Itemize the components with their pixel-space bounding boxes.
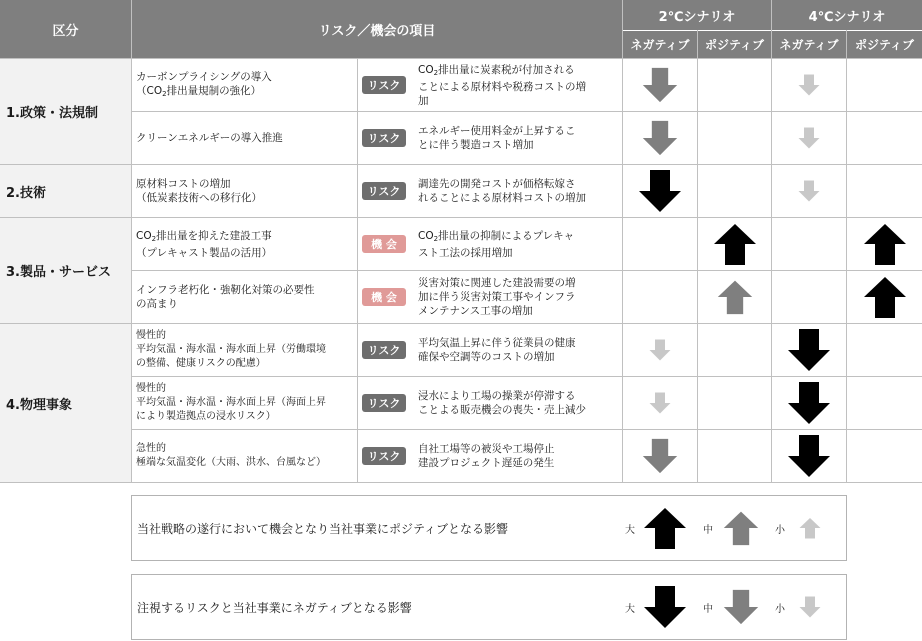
arrow-down-large-icon bbox=[787, 328, 831, 372]
row-item-line: （プレキャスト製品の活用） bbox=[136, 246, 273, 259]
arrow-up-medium-icon bbox=[723, 510, 759, 546]
arrow-down-medium-icon bbox=[642, 120, 678, 156]
badge-cell bbox=[358, 430, 410, 482]
legend-negative-text: 注視するリスクと当社事業にネガティブとなる影響 bbox=[137, 600, 412, 615]
impact-cell bbox=[623, 324, 697, 376]
row-desc-line: $CO_2$排出量に炭素税が付加される bbox=[418, 63, 575, 77]
legend-small-label: 小 bbox=[775, 603, 785, 615]
category-policy: 1.政策・法規制 bbox=[0, 59, 131, 164]
badge-cell bbox=[358, 324, 410, 376]
arrow-up-small-icon bbox=[799, 517, 821, 539]
row-desc-line: メンテナンス工事の増加 bbox=[418, 305, 533, 317]
row-item-line: により製造拠点の浸水リスク） bbox=[136, 411, 276, 422]
legend-medium-label: 中 bbox=[703, 524, 713, 536]
opportunity-badge: 機 会 bbox=[362, 288, 406, 306]
row-item-line: （$CO_2$排出量規制の強化） bbox=[136, 84, 262, 98]
arrow-up-medium-icon bbox=[717, 279, 753, 315]
row-item-line: 慢性的 bbox=[136, 383, 166, 394]
arrow-up-large-icon bbox=[713, 222, 757, 266]
row-desc-line: 平均気温上昇に伴う従業員の健康 bbox=[418, 337, 576, 349]
row-description bbox=[414, 271, 622, 323]
header-category: 区分 bbox=[0, 0, 131, 58]
badge-cell bbox=[358, 59, 410, 111]
impact-cell bbox=[623, 59, 697, 111]
impact-cell bbox=[772, 324, 846, 376]
impact-cell bbox=[698, 218, 771, 270]
row-item-line: の高まり bbox=[136, 298, 178, 310]
header-2c-positive: ポジティブ bbox=[698, 31, 771, 58]
row-desc-line: $CO_2$排出量の抑制によるプレキャ bbox=[418, 229, 575, 243]
legend-down-small bbox=[794, 593, 826, 621]
header-scenario-4c: 4℃シナリオ bbox=[772, 0, 922, 30]
impact-cell bbox=[623, 112, 697, 164]
row-item-line: 急性的 bbox=[136, 443, 166, 454]
badge-cell bbox=[358, 112, 410, 164]
row-item-line: の整備、健康リスクの配慮） bbox=[136, 358, 266, 369]
impact-cell bbox=[772, 59, 846, 111]
row-item bbox=[132, 377, 357, 429]
arrow-down-small-icon bbox=[649, 339, 671, 361]
badge-cell bbox=[358, 165, 410, 217]
arrow-down-medium-icon bbox=[642, 438, 678, 474]
legend-up-small bbox=[794, 514, 826, 542]
arrow-down-large-icon bbox=[787, 381, 831, 425]
risk-badge: リスク bbox=[362, 447, 406, 465]
category-technology: 2.技術 bbox=[0, 165, 131, 217]
arrow-up-large-icon bbox=[863, 275, 907, 319]
legend-down-medium bbox=[720, 587, 762, 627]
row-desc-line: 加 bbox=[418, 94, 429, 107]
category-products-services: 3.製品・サービス bbox=[0, 218, 131, 323]
arrow-down-small-icon bbox=[798, 180, 820, 202]
header-4c-positive: ポジティブ bbox=[847, 31, 922, 58]
row-item bbox=[132, 59, 357, 111]
arrow-down-medium-icon bbox=[642, 67, 678, 103]
arrow-up-large-icon bbox=[643, 506, 687, 550]
row-item bbox=[132, 165, 357, 217]
arrow-down-small-icon bbox=[799, 596, 821, 618]
row-item-line: 慢性的 bbox=[136, 330, 166, 341]
row-item bbox=[132, 324, 357, 376]
impact-cell bbox=[623, 430, 697, 482]
arrow-down-medium-icon bbox=[723, 589, 759, 625]
legend-medium-label: 中 bbox=[703, 603, 713, 615]
row-desc-line: 災害対策に関連した建設需要の増 bbox=[418, 277, 576, 289]
row-desc-line: ことによる原材料や税務コストの増 bbox=[418, 80, 586, 93]
row-item-line: $CO_2$排出量を抑えた建設工事 bbox=[136, 229, 272, 243]
row-desc-line: スト工法の採用増加 bbox=[418, 246, 513, 259]
arrow-down-small-icon bbox=[798, 127, 820, 149]
legend-up-large bbox=[642, 505, 688, 551]
impact-cell bbox=[698, 271, 771, 323]
row-item-line: 平均気温・海水温・海水面上昇（労働環境 bbox=[136, 344, 326, 355]
row-description bbox=[414, 112, 622, 164]
legend-down-large bbox=[642, 584, 688, 630]
impact-cell bbox=[847, 271, 922, 323]
impact-cell bbox=[772, 112, 846, 164]
badge-cell bbox=[358, 377, 410, 429]
badge-cell bbox=[358, 218, 410, 270]
category-physical: 4.物理事象 bbox=[0, 324, 131, 482]
row-desc-line: 浸水により工場の操業が停滞する bbox=[418, 390, 576, 402]
row-description bbox=[414, 377, 622, 429]
row-desc-line: エネルギー使用料金が上昇するこ bbox=[418, 125, 576, 137]
row-description bbox=[414, 165, 622, 217]
legend-up-medium bbox=[720, 508, 762, 548]
row-item-line: 極端な気温変化（大雨、洪水、台風など） bbox=[136, 457, 326, 468]
impact-cell bbox=[772, 165, 846, 217]
header-items: リスク／機会の項目 bbox=[132, 0, 622, 58]
badge-cell bbox=[358, 271, 410, 323]
row-desc-line: ことよる販売機会の喪失・売上減少 bbox=[418, 404, 586, 416]
row-item bbox=[132, 112, 357, 164]
row-item-line: 原材料コストの増加 bbox=[136, 178, 231, 190]
arrow-up-large-icon bbox=[863, 222, 907, 266]
risk-badge: リスク bbox=[362, 182, 406, 200]
risk-badge: リスク bbox=[362, 394, 406, 412]
row-item-line: 平均気温・海水温・海水面上昇（海面上昇 bbox=[136, 397, 326, 408]
row-item-line: カーボンプライシングの導入 bbox=[136, 70, 272, 83]
row-description bbox=[414, 430, 622, 482]
header-2c-negative: ネガティブ bbox=[623, 31, 697, 58]
arrow-down-small-icon bbox=[649, 392, 671, 414]
impact-cell bbox=[772, 430, 846, 482]
row-description bbox=[414, 59, 622, 111]
row-desc-line: 確保や空調等のコストの増加 bbox=[418, 351, 555, 363]
legend-positive-text: 当社戦略の遂行において機会となり当社事業にポジティブとなる影響 bbox=[137, 521, 509, 536]
risk-badge: リスク bbox=[362, 129, 406, 147]
risk-badge: リスク bbox=[362, 341, 406, 359]
row-item bbox=[132, 218, 357, 270]
row-desc-line: 調達先の開発コストが価格転嫁さ bbox=[418, 178, 576, 190]
row-item-line: クリーンエネルギーの導入推進 bbox=[136, 132, 283, 144]
risk-badge: リスク bbox=[362, 76, 406, 94]
impact-cell bbox=[847, 218, 922, 270]
arrow-down-large-icon bbox=[638, 169, 682, 213]
row-desc-line: 建設プロジェクト遅延の発生 bbox=[418, 457, 555, 469]
row-item bbox=[132, 430, 357, 482]
row-item-line: インフラ老朽化・強靭化対策の必要性 bbox=[136, 284, 315, 296]
row-desc-line: 加に伴う災害対策工事やインフラ bbox=[418, 291, 576, 303]
row-description bbox=[414, 324, 622, 376]
legend-large-label: 大 bbox=[625, 603, 635, 615]
legend-small-label: 小 bbox=[775, 524, 785, 536]
row-item bbox=[132, 271, 357, 323]
row-item-line: （低炭素技術への移行化） bbox=[136, 192, 262, 204]
header-4c-negative: ネガティブ bbox=[772, 31, 846, 58]
arrow-down-large-icon bbox=[787, 434, 831, 478]
legend-large-label: 大 bbox=[625, 524, 635, 536]
arrow-down-small-icon bbox=[798, 74, 820, 96]
row-description bbox=[414, 218, 622, 270]
header-scenario-2c: 2℃シナリオ bbox=[623, 0, 771, 30]
opportunity-badge: 機 会 bbox=[362, 235, 406, 253]
impact-cell bbox=[772, 377, 846, 429]
row-desc-line: 自社工場等の被災や工場停止 bbox=[418, 443, 555, 455]
row-desc-line: れることによる原材料コストの増加 bbox=[418, 192, 586, 204]
row-desc-line: とに伴う製造コスト増加 bbox=[418, 139, 534, 151]
impact-cell bbox=[623, 165, 697, 217]
arrow-down-large-icon bbox=[643, 585, 687, 629]
impact-cell bbox=[623, 377, 697, 429]
